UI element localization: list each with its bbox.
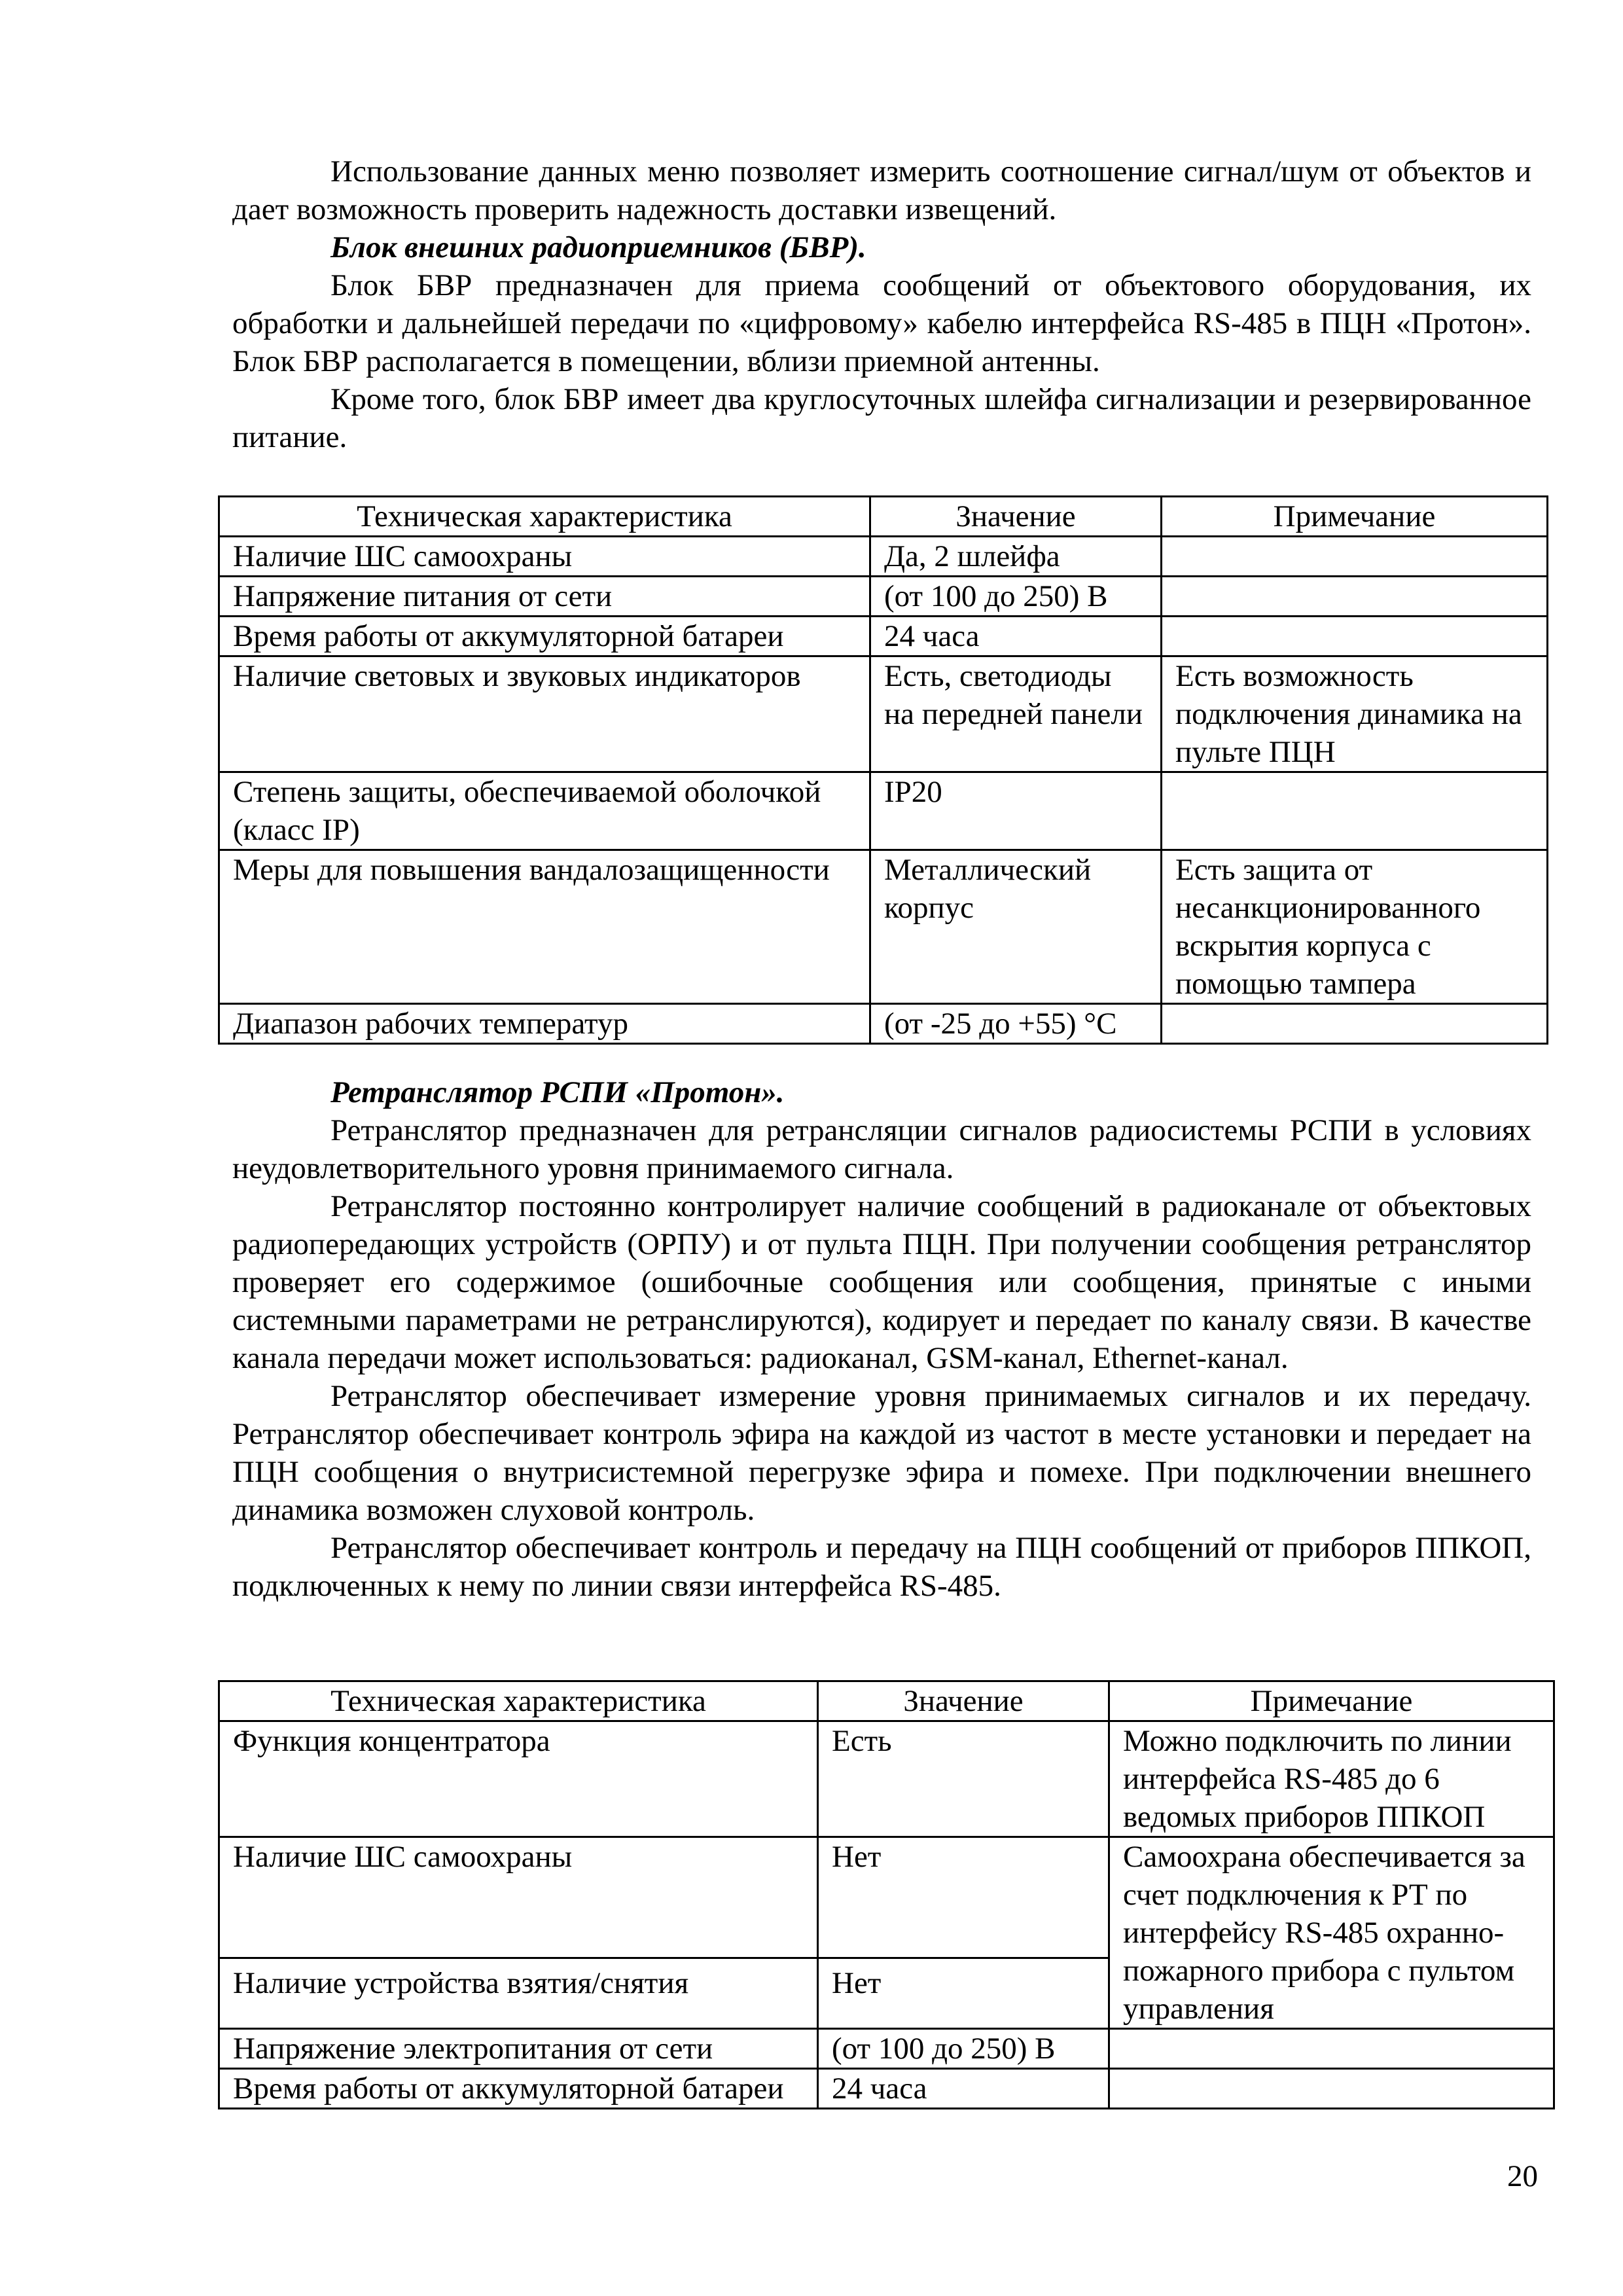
table-cell: Степень защиты, обеспечиваемой оболочкой (класс IP)	[219, 772, 870, 850]
intro-paragraph-2: Блок БВР предназначен для приема сообщений от объектового оборудования, их обработки и дальнейшей передачи по «цифровому» кабелю интерфейса RS-485 в ПЦН «Протон». Блок БВР располагается в помещении, вблизи приемной антенны.	[232, 268, 1531, 378]
table-cell: Наличие ШС самоохраны	[219, 1837, 818, 1958]
table-cell-merged: Самоохрана обеспечивается за счет подключения к РТ по интерфейсу RS-485 охранно-пожарного прибора с пультом управления	[1109, 1837, 1554, 2029]
table-cell: Напряжение электропитания от сети	[219, 2029, 818, 2069]
table-cell: Функция концентратора	[219, 1721, 818, 1837]
table-row	[219, 1721, 1554, 1837]
repeater-paragraph-2: Ретранслятор постоянно контролирует наличие сообщений в радиоканале от объектовых радиопередающих устройств (ОРПУ) и от пульта ПЦН. При получении сообщения ретранслятор проверяет его содержимое (ошибочные сообщения или сообщения, принятые с иными системными параметрами не ретранслируются), кодирует и передает по каналу связи. В качестве канала передачи может использоваться: радиоканал, GSM-канал, Ethernet-канал.	[232, 1189, 1531, 1375]
table-cell: Можно подключить по линии интерфейса RS-485 до 6 ведомых приборов ППКОП	[1109, 1721, 1554, 1837]
table-cell: Наличие световых и звуковых индикаторов	[219, 656, 870, 772]
table-cell: Время работы от аккумуляторной батареи	[219, 2069, 818, 2109]
column-header: Примечание	[1162, 497, 1548, 537]
table-row	[219, 850, 1548, 1004]
table-cell: Время работы от аккумуляторной батареи	[219, 617, 870, 656]
table-cell: Меры для повышения вандалозащищенности	[219, 850, 870, 1004]
column-header: Техническая характеристика	[219, 1681, 818, 1721]
repeater-paragraph-1: Ретранслятор предназначен для ретрансляции сигналов радиосистемы РСПИ в условиях неудовлетворительного уровня принимаемого сигнала.	[232, 1113, 1531, 1185]
table-cell: Нет	[818, 1958, 1109, 2029]
table-header-row	[219, 1681, 1554, 1721]
table-row	[219, 2069, 1554, 2109]
column-header: Значение	[870, 497, 1162, 537]
intro-paragraph-3: Кроме того, блок БВР имеет два круглосуточных шлейфа сигнализации и резервированное питание.	[232, 382, 1531, 454]
table-cell: Есть, светодиоды на передней панели	[870, 656, 1162, 772]
table-row	[219, 577, 1548, 617]
repeater-spec-table	[218, 1680, 1555, 2109]
table-cell: Есть возможность подключения динамика на пульте ПЦН	[1162, 656, 1548, 772]
table-cell: (от -25 до +55) °С	[870, 1004, 1162, 1044]
table-row	[219, 656, 1548, 772]
page-number: 20	[1507, 2159, 1538, 2193]
table-header-row	[219, 497, 1548, 537]
table-row	[219, 772, 1548, 850]
table-cell: 24 часа	[818, 2069, 1109, 2109]
table-cell	[1109, 2069, 1554, 2109]
table-cell	[1162, 577, 1548, 617]
table-cell: Есть защита от несанкционированного вскрытия корпуса с помощью тампера	[1162, 850, 1548, 1004]
table-row	[219, 537, 1548, 577]
table-row	[219, 1837, 1554, 1958]
bvr-spec-table	[218, 495, 1548, 1045]
repeater-section	[232, 1073, 1531, 1605]
table-cell: Наличие устройства взятия/снятия	[219, 1958, 818, 2029]
repeater-paragraph-4: Ретранслятор обеспечивает контроль и передачу на ПЦН сообщений от приборов ППКОП, подключенных к нему по линии связи интерфейса RS-485.	[232, 1531, 1531, 1603]
table-cell: 24 часа	[870, 617, 1162, 656]
table-cell: Диапазон рабочих температур	[219, 1004, 870, 1044]
table-cell: Наличие ШС самоохраны	[219, 537, 870, 577]
intro-section	[232, 152, 1531, 456]
table-row	[219, 2029, 1554, 2069]
table-cell: IP20	[870, 772, 1162, 850]
table-cell: Да, 2 шлейфа	[870, 537, 1162, 577]
column-header: Примечание	[1109, 1681, 1554, 1721]
table-cell: (от 100 до 250) В	[818, 2029, 1109, 2069]
repeater-paragraph-3: Ретранслятор обеспечивает измерение уровня принимаемых сигналов и их передачу. Ретранслятор обеспечивает контроль эфира на каждой из частот в месте установки и передает на ПЦН сообщения о внутрисистемной перегрузке эфира и помехе. При подключении внешнего динамика возможен слуховой контроль.	[232, 1379, 1531, 1527]
table-cell: Есть	[818, 1721, 1109, 1837]
table-cell	[1109, 2029, 1554, 2069]
heading-bvr: Блок внешних радиоприемников (БВР).	[330, 230, 866, 264]
table-cell: Напряжение питания от сети	[219, 577, 870, 617]
table-cell: Нет	[818, 1837, 1109, 1958]
intro-paragraph-1: Использование данных меню позволяет измерить соотношение сигнал/шум от объектов и дает возможность проверить надежность доставки извещений.	[232, 154, 1531, 226]
column-header: Значение	[818, 1681, 1109, 1721]
table-cell: (от 100 до 250) В	[870, 577, 1162, 617]
column-header: Техническая характеристика	[219, 497, 870, 537]
table-cell	[1162, 537, 1548, 577]
table-row	[219, 617, 1548, 656]
table-cell	[1162, 772, 1548, 850]
table-cell	[1162, 617, 1548, 656]
table-cell	[1162, 1004, 1548, 1044]
table-row	[219, 1004, 1548, 1044]
table-cell: Металлический корпус	[870, 850, 1162, 1004]
heading-repeater: Ретранслятор РСПИ «Протон».	[330, 1075, 785, 1109]
